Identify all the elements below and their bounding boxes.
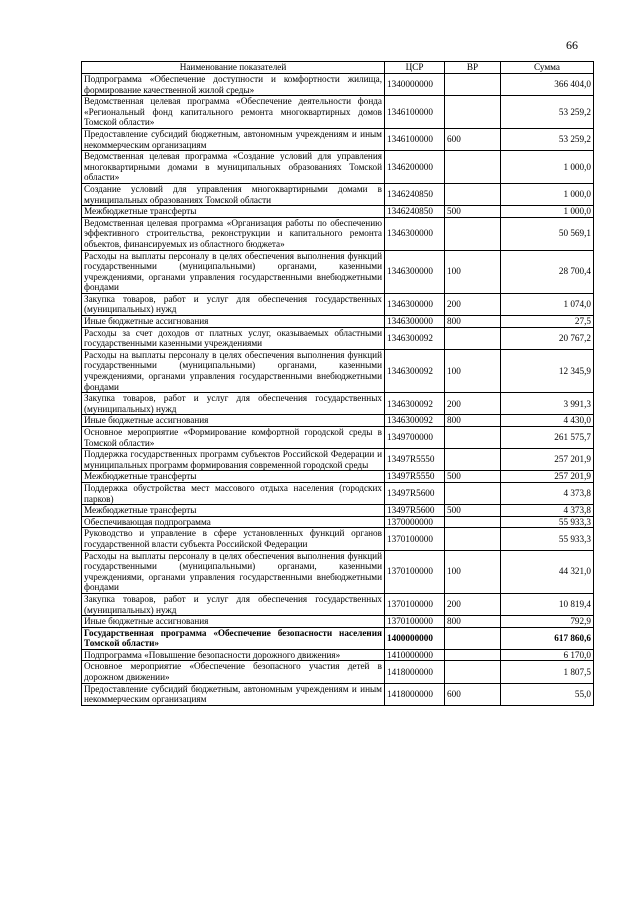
row-name-cell: Ведомственная целевая программа «Обеспечение деятельности фонда «Региональный фонд капитального ремонта многоквартирных домов Томской области» xyxy=(82,96,385,129)
row-vr-cell xyxy=(445,482,501,504)
row-name-cell: Ведомственная целевая программа «Создание условий для управления многоквартирными домами в муниципальных образованиях Томской области» xyxy=(82,151,385,184)
row-vr-cell: 500 xyxy=(445,206,501,218)
row-name-cell: Расходы на выплаты персоналу в целях обеспечения выполнения функций государственными (муниципальными) органами, казенными учреждениями, органами управления государственными внебюджетными фондами xyxy=(82,349,385,392)
row-vr-cell: 200 xyxy=(445,293,501,315)
row-name-cell: Закупка товаров, работ и услуг для обеспечения государственных (муниципальных) нужд xyxy=(82,393,385,415)
table-row xyxy=(82,505,594,517)
table-row xyxy=(82,128,594,150)
row-vr-cell: 800 xyxy=(445,415,501,427)
row-sum-cell: 257 201,9 xyxy=(501,449,594,471)
row-name-cell: Расходы за счет доходов от платных услуг, оказываемых областными государственными казенными учреждениями xyxy=(82,327,385,349)
row-csr-cell: 1370100000 xyxy=(385,616,445,628)
row-name-cell: Расходы на выплаты персоналу в целях обеспечения выполнения функций государственными (муниципальными) органами, казенными учреждениями, органами управления государственными внебюджетными фондами xyxy=(82,550,385,593)
table-row xyxy=(82,316,594,328)
row-vr-cell: 100 xyxy=(445,250,501,293)
row-vr-cell: 800 xyxy=(445,616,501,628)
row-csr-cell: 1370100000 xyxy=(385,593,445,615)
row-csr-cell: 13497R5600 xyxy=(385,482,445,504)
row-csr-cell: 1349700000 xyxy=(385,427,445,449)
row-sum-cell: 4 373,8 xyxy=(501,505,594,517)
table-row xyxy=(82,96,594,129)
row-vr-cell xyxy=(445,649,501,661)
row-sum-cell: 44 321,0 xyxy=(501,550,594,593)
table-row xyxy=(82,151,594,184)
table-row xyxy=(82,683,594,705)
row-name-cell: Межбюджетные трансферты xyxy=(82,206,385,218)
row-csr-cell: 13497R5600 xyxy=(385,505,445,517)
row-name-cell: Подпрограмма «Обеспечение доступности и комфортности жилища, формирование качественной жилой среды» xyxy=(82,74,385,96)
table-row xyxy=(82,393,594,415)
row-vr-cell xyxy=(445,217,501,250)
row-name-cell: Закупка товаров, работ и услуг для обеспечения государственных (муниципальных) нужд xyxy=(82,293,385,315)
row-vr-cell: 100 xyxy=(445,349,501,392)
table-row xyxy=(82,616,594,628)
row-sum-cell: 1 000,0 xyxy=(501,183,594,205)
row-csr-cell: 1418000000 xyxy=(385,683,445,705)
row-sum-cell: 4 430,0 xyxy=(501,415,594,427)
table-row xyxy=(82,327,594,349)
row-vr-cell xyxy=(445,427,501,449)
row-csr-cell: 1410000000 xyxy=(385,649,445,661)
row-csr-cell: 1346240850 xyxy=(385,206,445,218)
row-vr-cell: 500 xyxy=(445,471,501,483)
row-sum-cell: 12 345,9 xyxy=(501,349,594,392)
row-name-cell: Поддержка государственных программ субъектов Российской Федерации и муниципальных программ формирования современной городской среды xyxy=(82,449,385,471)
table-row xyxy=(82,482,594,504)
row-vr-cell: 800 xyxy=(445,316,501,328)
row-name-cell: Предоставление субсидий бюджетным, автономным учреждениям и иным некоммерческим организациям xyxy=(82,128,385,150)
row-name-cell: Основное мероприятие «Обеспечение безопасного участия детей в дорожном движении» xyxy=(82,661,385,683)
row-name-cell: Основное мероприятие «Формирование комфортной городской среды в Томской области» xyxy=(82,427,385,449)
row-vr-cell: 100 xyxy=(445,550,501,593)
row-name-cell: Закупка товаров, работ и услуг для обеспечения государственных (муниципальных) нужд xyxy=(82,593,385,615)
table-row xyxy=(82,471,594,483)
row-sum-cell: 261 575,7 xyxy=(501,427,594,449)
row-vr-cell xyxy=(445,151,501,184)
row-csr-cell: 1346200000 xyxy=(385,151,445,184)
row-vr-cell xyxy=(445,516,501,528)
row-csr-cell: 1346300000 xyxy=(385,293,445,315)
row-name-cell: Подпрограмма «Повышение безопасности дорожного движения» xyxy=(82,649,385,661)
header-vr: ВР xyxy=(445,62,501,74)
row-csr-cell: 1346300092 xyxy=(385,393,445,415)
row-name-cell: Межбюджетные трансферты xyxy=(82,505,385,517)
table-row xyxy=(82,627,594,649)
row-name-cell: Руководство и управление в сфере установленных функций органов государственной власти субъекта Российской Федерации xyxy=(82,528,385,550)
row-csr-cell: 1370000000 xyxy=(385,516,445,528)
row-name-cell: Иные бюджетные ассигнования xyxy=(82,616,385,628)
row-sum-cell: 1 807,5 xyxy=(501,661,594,683)
row-name-cell: Предоставление субсидий бюджетным, автономным учреждениям и иным некоммерческим организациям xyxy=(82,683,385,705)
row-csr-cell: 1346300092 xyxy=(385,349,445,392)
row-vr-cell: 500 xyxy=(445,505,501,517)
row-sum-cell: 53 259,2 xyxy=(501,128,594,150)
row-sum-cell: 3 991,3 xyxy=(501,393,594,415)
budget-table xyxy=(81,61,594,706)
table-row xyxy=(82,528,594,550)
row-csr-cell: 1400000000 xyxy=(385,627,445,649)
row-csr-cell: 1346300000 xyxy=(385,250,445,293)
row-sum-cell: 617 860,6 xyxy=(501,627,594,649)
table-row xyxy=(82,293,594,315)
row-vr-cell xyxy=(445,528,501,550)
row-sum-cell: 50 569,1 xyxy=(501,217,594,250)
row-sum-cell: 53 259,2 xyxy=(501,96,594,129)
row-sum-cell: 1 074,0 xyxy=(501,293,594,315)
row-vr-cell: 200 xyxy=(445,593,501,615)
row-name-cell: Поддержка обустройства мест массового отдыха населения (городских парков) xyxy=(82,482,385,504)
page-number: 66 xyxy=(566,38,578,52)
row-sum-cell: 1 000,0 xyxy=(501,206,594,218)
row-name-cell: Обеспечивающая подпрограмма xyxy=(82,516,385,528)
table-row xyxy=(82,427,594,449)
row-vr-cell xyxy=(445,327,501,349)
row-vr-cell xyxy=(445,74,501,96)
row-name-cell: Межбюджетные трансферты xyxy=(82,471,385,483)
table-row xyxy=(82,593,594,615)
table-row xyxy=(82,206,594,218)
row-sum-cell: 4 373,8 xyxy=(501,482,594,504)
row-sum-cell: 366 404,0 xyxy=(501,74,594,96)
row-csr-cell: 1418000000 xyxy=(385,661,445,683)
row-vr-cell xyxy=(445,96,501,129)
row-csr-cell: 1346100000 xyxy=(385,128,445,150)
table-header-row xyxy=(82,62,594,74)
row-vr-cell: 600 xyxy=(445,128,501,150)
row-sum-cell: 257 201,9 xyxy=(501,471,594,483)
row-sum-cell: 20 767,2 xyxy=(501,327,594,349)
row-csr-cell: 1370100000 xyxy=(385,528,445,550)
row-csr-cell: 1346300092 xyxy=(385,415,445,427)
table-row xyxy=(82,74,594,96)
row-name-cell: Создание условий для управления многоквартирными домами в муниципальных образованиях Томской области xyxy=(82,183,385,205)
row-sum-cell: 55 933,3 xyxy=(501,528,594,550)
row-csr-cell: 13497R5550 xyxy=(385,449,445,471)
table-row xyxy=(82,516,594,528)
table-row xyxy=(82,183,594,205)
row-csr-cell: 1346240850 xyxy=(385,183,445,205)
row-vr-cell: 200 xyxy=(445,393,501,415)
table-row xyxy=(82,349,594,392)
header-name: Наименование показателей xyxy=(82,62,385,74)
row-sum-cell: 792,9 xyxy=(501,616,594,628)
row-vr-cell xyxy=(445,183,501,205)
row-sum-cell: 55,0 xyxy=(501,683,594,705)
row-vr-cell xyxy=(445,627,501,649)
table-row xyxy=(82,550,594,593)
table-row xyxy=(82,661,594,683)
row-csr-cell: 1346300000 xyxy=(385,316,445,328)
row-vr-cell xyxy=(445,449,501,471)
table-row xyxy=(82,449,594,471)
row-vr-cell xyxy=(445,661,501,683)
table-row xyxy=(82,649,594,661)
table-row xyxy=(82,217,594,250)
row-sum-cell: 28 700,4 xyxy=(501,250,594,293)
row-csr-cell: 1346100000 xyxy=(385,96,445,129)
table-row xyxy=(82,415,594,427)
row-name-cell: Иные бюджетные ассигнования xyxy=(82,415,385,427)
table-row xyxy=(82,250,594,293)
header-sum: Сумма xyxy=(501,62,594,74)
row-vr-cell: 600 xyxy=(445,683,501,705)
row-csr-cell: 13497R5550 xyxy=(385,471,445,483)
row-name-cell: Государственная программа «Обеспечение безопасности населения Томской области» xyxy=(82,627,385,649)
row-sum-cell: 1 000,0 xyxy=(501,151,594,184)
row-name-cell: Расходы на выплаты персоналу в целях обеспечения выполнения функций государственными (муниципальными) органами, казенными учреждениями, органами управления государственными внебюджетными фондами xyxy=(82,250,385,293)
row-name-cell: Иные бюджетные ассигнования xyxy=(82,316,385,328)
row-csr-cell: 1370100000 xyxy=(385,550,445,593)
row-sum-cell: 55 933,3 xyxy=(501,516,594,528)
row-sum-cell: 6 170,0 xyxy=(501,649,594,661)
header-csr: ЦСР xyxy=(385,62,445,74)
row-csr-cell: 1346300092 xyxy=(385,327,445,349)
row-csr-cell: 1346300000 xyxy=(385,217,445,250)
row-sum-cell: 10 819,4 xyxy=(501,593,594,615)
row-csr-cell: 1340000000 xyxy=(385,74,445,96)
row-name-cell: Ведомственная целевая программа «Организация работы по обеспечению эффективного строительства, реконструкции и капитального ремонта объектов, финансируемых из областного бюджета» xyxy=(82,217,385,250)
row-sum-cell: 27,5 xyxy=(501,316,594,328)
